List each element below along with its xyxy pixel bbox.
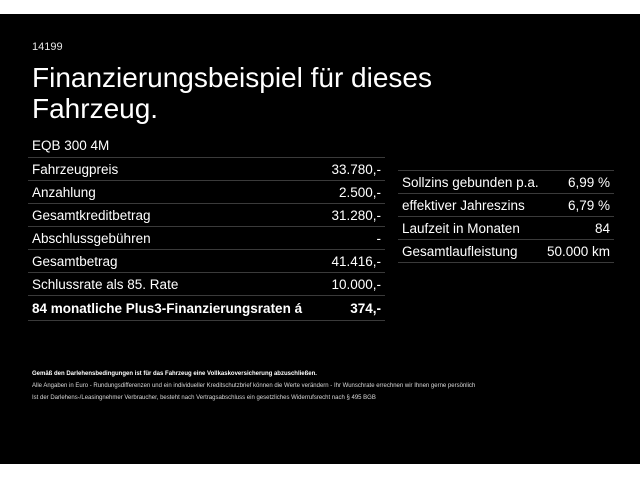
row-value: 33.780,- <box>327 158 385 181</box>
row-label: Laufzeit in Monaten <box>398 217 544 240</box>
table-row <box>28 273 385 296</box>
row-label: 84 monatliche Plus3-Finanzierungsraten á <box>28 296 327 321</box>
legal-notes <box>32 368 612 404</box>
row-label: Anzahlung <box>28 181 327 204</box>
row-value: - <box>327 227 385 250</box>
vehicle-model: EQB 300 4M <box>32 138 110 153</box>
table-row <box>28 181 385 204</box>
financing-table-right <box>398 170 614 263</box>
withdrawal-note: Ist der Darlehens-/Leasingnehmer Verbraucher, besteht nach Vertragsabschluss ein gesetzliches Widerrufsrecht nach § 495 BGB <box>32 395 376 401</box>
row-value: 41.416,- <box>327 250 385 273</box>
row-label: Gesamtkreditbetrag <box>28 204 327 227</box>
row-value: 31.280,- <box>327 204 385 227</box>
disclaimer-note: Alle Angaben in Euro - Rundungsdifferenzen und ein individueller Kreditschutzbrief können die Werte verändern - Ihr Wunschrate errechnen wir Ihnen gerne persönlich <box>32 383 476 389</box>
row-value: 6,99 % <box>544 171 614 194</box>
row-value: 2.500,- <box>327 181 385 204</box>
table-row <box>28 158 385 181</box>
table-row <box>398 194 614 217</box>
row-value: 6,79 % <box>544 194 614 217</box>
page-title: Finanzierungsbeispiel für dieses Fahrzeug. <box>32 62 432 124</box>
vehicle-code: 14199 <box>32 41 63 53</box>
table-row <box>398 171 614 194</box>
financing-table-left <box>28 157 385 321</box>
table-row <box>28 204 385 227</box>
financing-panel <box>0 14 640 464</box>
table-row <box>28 250 385 273</box>
table-row-monthly-rate <box>28 296 385 321</box>
row-label: Fahrzeugpreis <box>28 158 327 181</box>
row-label: Schlussrate als 85. Rate <box>28 273 327 296</box>
insurance-note: Gemäß den Darlehensbedingungen ist für das Fahrzeug eine Vollkaskoversicherung abzuschließen. <box>32 371 317 377</box>
row-label: Gesamtbetrag <box>28 250 327 273</box>
row-label: Sollzins gebunden p.a. <box>398 171 544 194</box>
table-row <box>398 240 614 263</box>
table-row <box>28 227 385 250</box>
row-label: effektiver Jahreszins <box>398 194 544 217</box>
table-row <box>398 217 614 240</box>
row-value: 374,- <box>327 296 385 321</box>
row-label: Gesamtlaufleistung <box>398 240 544 263</box>
row-label: Abschlussgebühren <box>28 227 327 250</box>
row-value: 10.000,- <box>327 273 385 296</box>
row-value: 84 <box>544 217 614 240</box>
row-value: 50.000 km <box>544 240 614 263</box>
